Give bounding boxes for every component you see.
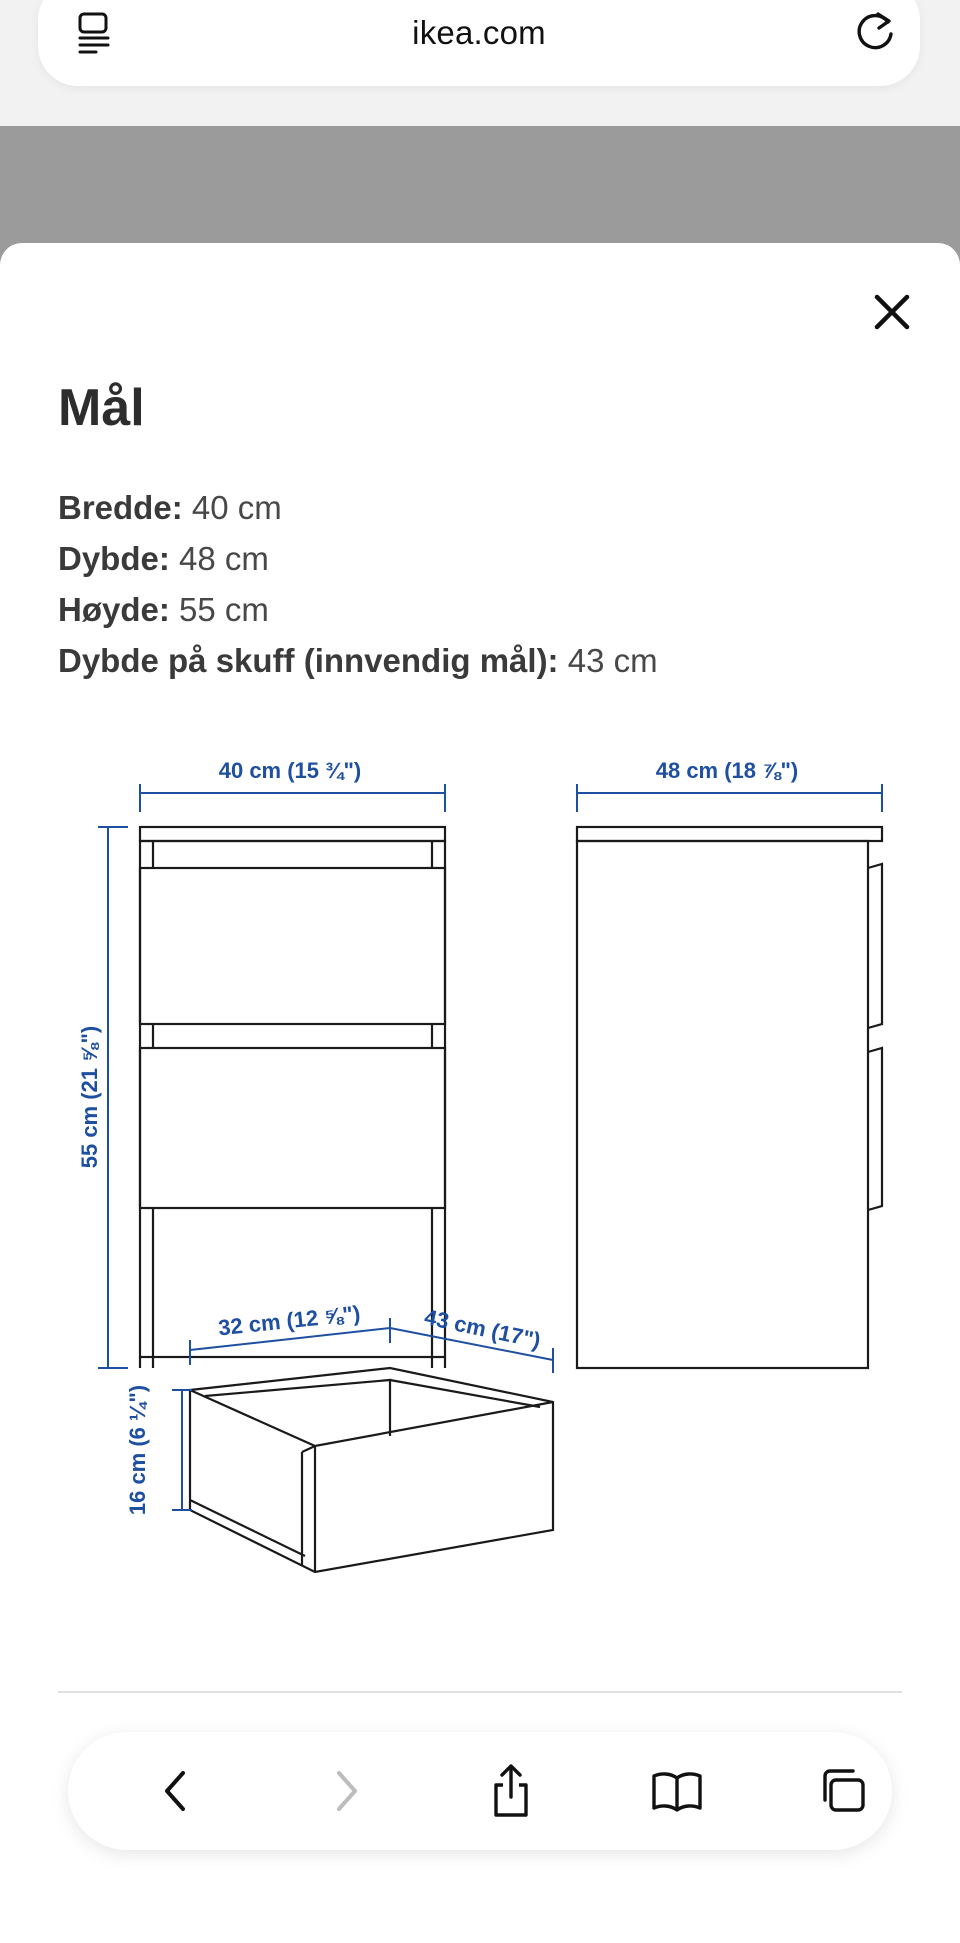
drawer-depth-label: 43 cm (17")	[422, 1304, 543, 1354]
spec-value: 43 cm	[567, 642, 658, 679]
drawer-width-label: 32 cm (12 ⅝")	[217, 1300, 362, 1341]
height-label: 55 cm (21 ⅝")	[77, 1025, 102, 1169]
bookmarks-button[interactable]	[644, 1758, 710, 1824]
divider	[58, 1691, 902, 1693]
forward-button[interactable]	[314, 1758, 380, 1824]
drawer-height-label: 16 cm (6 ¼")	[125, 1384, 150, 1516]
tabs-button[interactable]	[810, 1758, 876, 1824]
dimension-drawing	[0, 740, 960, 1600]
spec-depth	[58, 533, 658, 584]
url-text[interactable]: ikea.com	[412, 14, 546, 51]
address-bar[interactable]	[38, 0, 920, 86]
spec-label: Dybde på skuff (innvendig mål):	[58, 642, 559, 679]
spec-height	[58, 584, 658, 635]
close-icon[interactable]	[866, 286, 918, 338]
modal-title: Mål	[58, 379, 145, 437]
share-icon[interactable]	[487, 1763, 535, 1819]
side-depth-label: 48 cm (18 ⅞")	[655, 758, 799, 783]
reload-icon[interactable]	[852, 8, 898, 54]
spec-value: 48 cm	[179, 540, 269, 577]
spec-value: 40 cm	[191, 489, 282, 526]
share-button[interactable]	[478, 1758, 544, 1824]
front-width-label: 40 cm (15 ¾")	[218, 758, 362, 783]
tabs-icon[interactable]	[817, 1766, 869, 1816]
side-view	[577, 827, 882, 1368]
spec-label: Bredde:	[58, 489, 183, 526]
back-icon[interactable]	[155, 1767, 195, 1815]
spec-label: Høyde:	[58, 591, 170, 628]
bookmarks-icon[interactable]	[650, 1768, 704, 1814]
spec-label: Dybde:	[58, 540, 170, 577]
front-view	[140, 827, 445, 1368]
dimension-specs	[58, 482, 658, 686]
browser-toolbar	[68, 1732, 892, 1850]
spec-drawer-depth	[58, 635, 658, 686]
drawer-view	[190, 1368, 553, 1572]
spec-value: 55 cm	[179, 591, 269, 628]
forward-icon[interactable]	[327, 1767, 367, 1815]
spec-width	[58, 482, 658, 533]
back-button[interactable]	[142, 1758, 208, 1824]
